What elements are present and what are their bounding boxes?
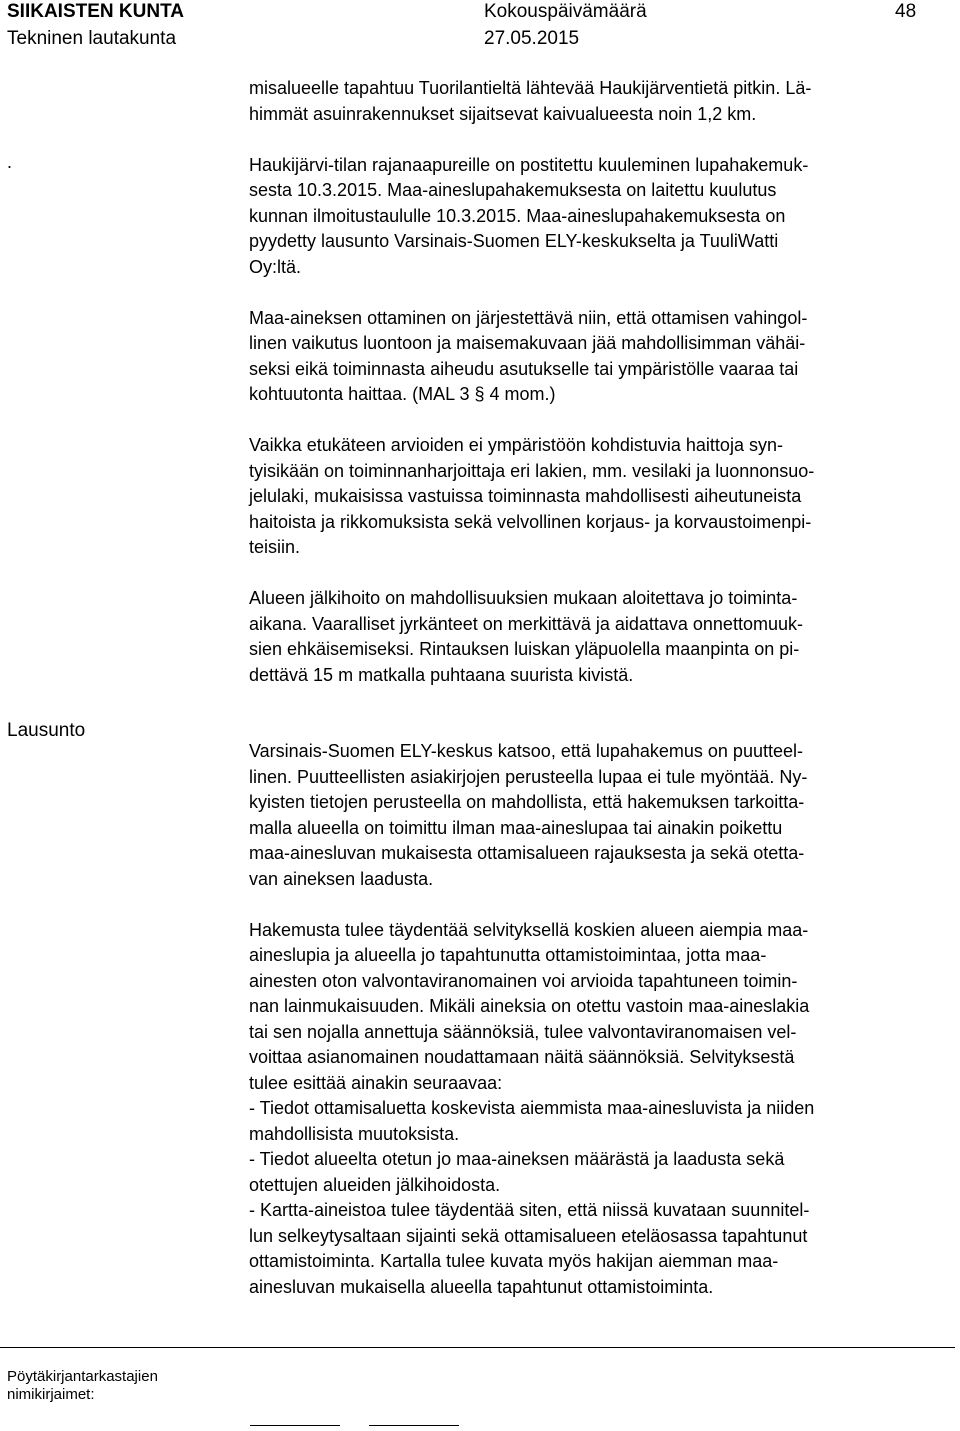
footer-initials-label: Pöytäkirjantarkastajien nimikirjaimet: bbox=[7, 1368, 158, 1403]
footer-divider bbox=[0, 1347, 955, 1348]
paragraph-hearing: Haukijärvi-tilan rajanaapureille on postitettu kuuleminen lupahakemuk- sesta 10.3.2015. Maa-aineslupahakemuksesta on laitettu kuulutus kunnan ilmoitustaululle 10.3.2015. Maa-aineslupahakemuksesta on pyydetty lausunto Varsinais-Suomen ELY-keskukselta ja TuuliWatti Oy:ltä. bbox=[249, 154, 809, 277]
paragraph-supplement-request: Hakemusta tulee täydentää selvityksellä koskien alueen aiempia maa- aineslupia ja alueella jo tapahtunutta ottamistoimintaa, jotta maa- ainesten oton valvontaviranomainen voi arvioida tapahtuneen toimin- nan lainmukaisuuden. Mikäli aineksia on otettu vastoin maa-aineslakia tai sen nojalla annettuja säännöksiä, tulee valvontaviranomaisen vel- voittaa asianomainen noudattamaan näitä säännöksiä. Selvityksestä tulee esittää ainakin seuraavaa: - Tiedot ottamisaluetta koskevista aiemmista maa-ainesluvista ja niiden mahdollisista muutoksista. - Tiedot alueelta otetun jo maa-aineksen määrästä ja laadusta sekä otettujen alueiden jälkihoidosta. - Kartta-aineistoa tulee täydentää siten, että niissä kuvataan suunnitel- lun selkeytysaltaan sijainti sekä ottamisalueen eteläosassa tapahtunut ottamistoiminta. Kartalla tulee kuvata myös hakijan aiemman maa- ainesluvan mukaisella alueella tapahtunut ottamistoiminta. bbox=[249, 919, 815, 1297]
paragraph-mal-requirements: Maa-aineksen ottaminen on järjestettävä niin, että ottamisen vahingol- linen vaikutus luontoon ja maisemakuvaan jää mahdollisimman vähäi- seksi eikä toiminnasta aiheudu asutukselle tai ympäristölle vaaraa tai kohtuutonta haittaa. (MAL 3 § 4 mom.) bbox=[249, 307, 808, 404]
meeting-date: 27.05.2015 bbox=[484, 28, 580, 49]
organization-name: SIIKAISTEN KUNTA bbox=[7, 1, 184, 22]
margin-dot: . bbox=[7, 152, 13, 172]
meeting-date-label: Kokouspäivämäärä bbox=[484, 1, 647, 22]
initials-line-2 bbox=[369, 1425, 459, 1426]
paragraph-liability: Vaikka etukäteen arvioiden ei ympäristöön kohdistuvia haittoja syn- tyisikään on toiminnanharjoittaja eri lakien, mm. vesilaki ja luonnonsuo- jelulaki, mukaisissa vastuissa toiminnasta mahdollisesti aiheutuneista haitoista ja rikkomuksista sekä velvollinen korjaus- ja korvaustoimenpi- teisiin. bbox=[249, 435, 815, 557]
initials-line-1 bbox=[250, 1425, 340, 1426]
section-label-lausunto: Lausunto bbox=[7, 720, 86, 741]
page-header bbox=[0, 0, 960, 56]
paragraph-ely-statement: Varsinais-Suomen ELY-keskus katsoo, että lupahakemus on puutteel- linen. Puutteellisten asiakirjojen perusteella lupaa ei tule myöntää. Ny- kyisten tietojen perusteella on mahdollista, että hakemuksen tarkoitta- malla alueella on toimittu ilman maa-aineslupaa tai ainakin poikettu maa-ainesluvan mukaisesta ottamisalueen rajauksesta ja sekä otetta- van aineksen laadusta. bbox=[249, 741, 808, 889]
board-name: Tekninen lautakunta bbox=[7, 28, 177, 49]
paragraph-aftercare: Alueen jälkihoito on mahdollisuuksien mukaan aloitettava jo toiminta- aikana. Vaaralliset jyrkänteet on merkittävä ja aidattava onnettomuuk- sien ehkäisemiseksi. Rintauksen luiskan yläpuolella maanpinta on pi- dettävä 15 m matkalla puhtaana suurista kivistä. bbox=[249, 588, 803, 685]
page-number: 48 bbox=[895, 1, 917, 22]
document-body bbox=[249, 76, 954, 1300]
paragraph-location: misalueelle tapahtuu Tuorilantieltä lähtevää Haukijärventietä pitkin. Lä- himmät asuinrakennukset sijaitsevat kaivualueesta noin 1,2 km. bbox=[249, 78, 812, 124]
